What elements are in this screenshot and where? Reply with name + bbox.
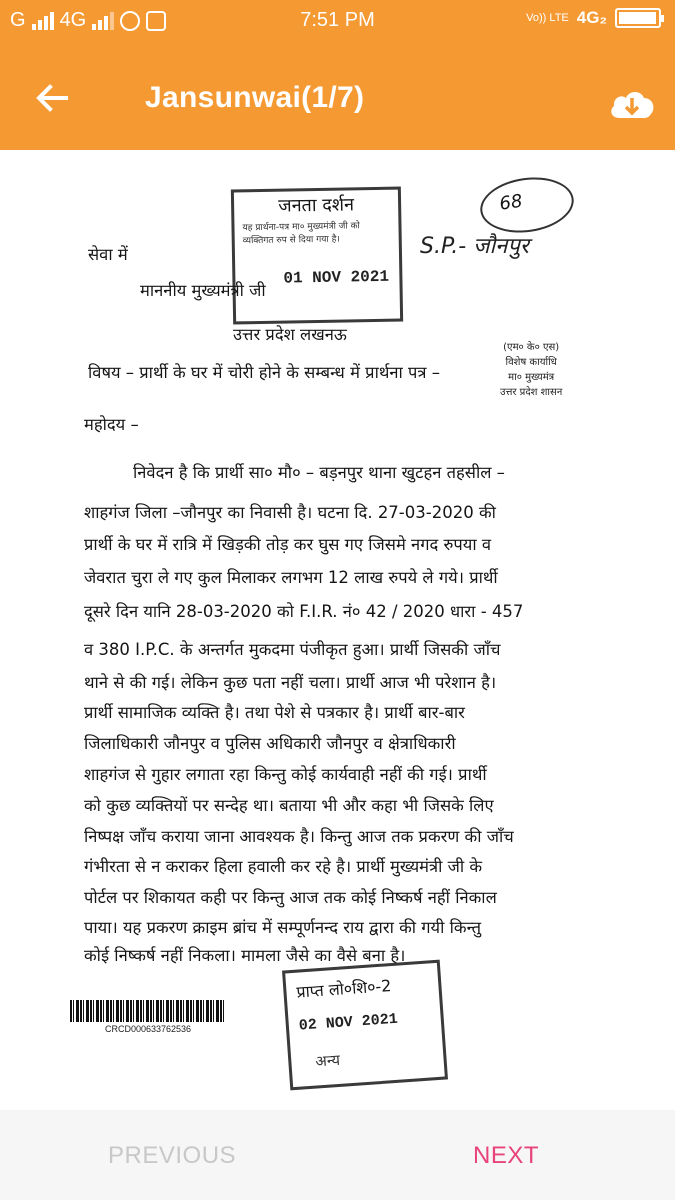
stamp-footer: अन्य [314, 1050, 341, 1071]
header [0, 0, 675, 150]
body-line: कोई निष्कर्ष नहीं निकला। मामला जैसे का वैसे बना है। [84, 946, 406, 965]
body-line: को कुछ व्यक्तियों पर सन्देह था। बताया भी और कहा भी जिसके लिए [84, 796, 494, 815]
stamp-received [282, 960, 448, 1091]
carrier-label: G [10, 9, 26, 31]
officer-block [500, 340, 562, 400]
clock: 7:51 PM [300, 9, 375, 31]
body-line: थाने से की गई। लेकिन कुछ पता नहीं चला। प्रार्थी आज भी परेशान है। [84, 673, 497, 692]
body-line: व 380 I.P.C. के अन्तर्गत मुकदमा पंजीकृत हुआ। प्रार्थी जिसकी जाँच [84, 640, 501, 659]
bottom-nav [0, 1110, 675, 1200]
subject-line: विषय – प्रार्थी के घर में चोरी होने के सम्बन्ध में प्रार्थना पत्र – [88, 363, 441, 382]
app-bar [0, 44, 675, 150]
back-arrow-icon[interactable] [32, 78, 72, 118]
address-line: उत्तर प्रदेश लखनऊ [233, 325, 347, 344]
stamp-heading: प्राप्त लो०शि०-2 [295, 976, 392, 1002]
document-page [0, 150, 675, 1110]
circled-number-text: 68 [498, 190, 524, 215]
salutation: सेवा में [88, 245, 128, 264]
stamp-date: 01 NOV 2021 [283, 267, 390, 288]
body-line: जिलाधिकारी जौनपुर व पुलिस अधिकारी जौनपुर व क्षेत्राधिकारी [84, 734, 456, 753]
body-line: जेवरात चुरा ले गए कुल मिलाकर लगभग 12 लाख रुपये ले गये। प्रार्थी [84, 568, 498, 587]
cloud-download-icon[interactable] [607, 84, 657, 124]
network-type-right: 4G₂ [576, 8, 607, 27]
page-title: Jansunwai(1/7) [145, 81, 365, 114]
officer-line: मा० मुख्यमंत्र [508, 372, 555, 383]
body-line: निवेदन है कि प्रार्थी सा० मौ० – बड़नपुर थाना खुटहन तहसील – [133, 463, 505, 482]
next-button[interactable]: NEXT [473, 1142, 540, 1169]
greeting: महोदय – [84, 415, 139, 434]
handwritten-note: S.P.- जौनपुर [420, 234, 529, 259]
body-line: दूसरे दिन यानि 28-03-2020 को F.I.R. नं० 42 / 2020 धारा - 457 [84, 602, 524, 621]
body-line: शाहगंज जिला –जौनपुर का निवासी है। घटना दि. 27-03-2020 की [84, 503, 496, 522]
stamp-heading: जनता दर्शन [278, 194, 355, 217]
circled-number [477, 172, 578, 239]
body-line: पोर्टल पर शिकायत कही पर किन्तु आज तक कोई निष्कर्ष नहीं निकाल [84, 888, 497, 907]
officer-line: उत्तर प्रदेश शासन [500, 387, 563, 398]
stamp-janta-darshan [231, 187, 403, 325]
addressee: माननीय मुख्यमंत्री जी [140, 281, 266, 300]
body-line: निष्पक्ष जाँच कराया जाना आवश्यक है। किन्तु आज तक प्रकरण की जाँच [84, 827, 514, 846]
body-line: गंभीरता से न कराकर हिला हवाली कर रहे है। प्रार्थी मुख्यमंत्री जी के [84, 857, 483, 876]
status-bar [0, 0, 675, 44]
battery-icon [615, 8, 661, 28]
body-line: पाया। यह प्रकरण क्राइम ब्रांच में सम्पूर्णनन्द राय द्वारा की गयी किन्तु [84, 918, 482, 937]
barcode-number: CRCD000633762536 [105, 1024, 192, 1034]
officer-line: विशेष कार्याधि [505, 357, 557, 368]
body-line: शाहगंज से गुहार लगाता रहा किन्तु कोई कार्यवाही नहीं की गई। प्रार्थी [84, 765, 487, 784]
status-right [526, 8, 661, 28]
network-type: 4G [59, 9, 87, 31]
volte-badge: Vo)) LTE [526, 12, 569, 24]
stamp-date: 02 NOV 2021 [298, 1010, 399, 1035]
barcode [70, 1000, 225, 1022]
stamp-text: यह प्रार्थना-पत्र मा० मुख्यमंत्री जी को व्यक्तिगत रुप से दिया गया है। [242, 221, 360, 247]
body-line: प्रार्थी सामाजिक व्यक्ति है। तथा पेशे से पत्रकार है। प्रार्थी बार-बार [84, 703, 465, 722]
body-line: प्रार्थी के घर में रात्रि में खिड़की तोड़ कर घुस गए जिसमे नगद रुपया व [84, 535, 492, 554]
previous-button[interactable]: PREVIOUS [108, 1142, 237, 1169]
officer-line: (एम० के० एस) [503, 342, 560, 353]
